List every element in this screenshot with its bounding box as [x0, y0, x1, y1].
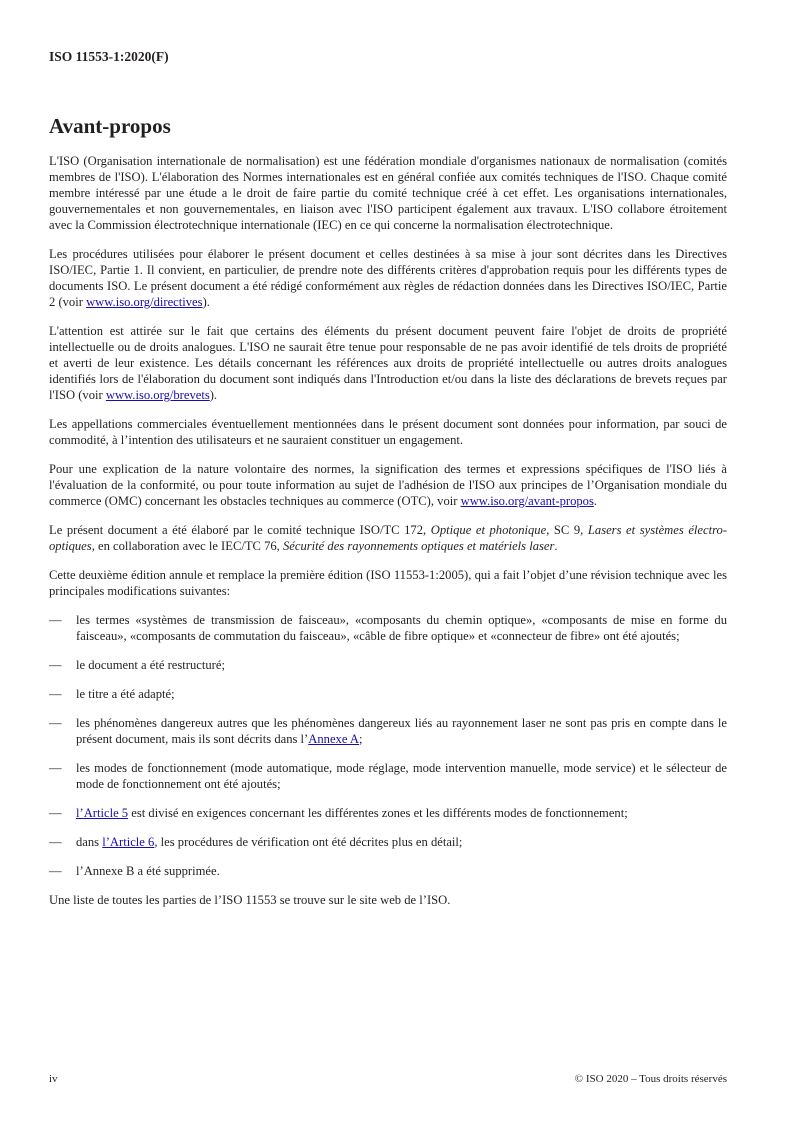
- paragraphs: [49, 153, 727, 599]
- list-item-text: [76, 760, 727, 792]
- text-segment: ).: [202, 295, 210, 309]
- dash-bullet: —: [49, 864, 62, 878]
- text-segment: les termes «systèmes de transmission de faisceau», «composants du chemin optique», «composants de mise en forme du faisceau», «composants de commutation du faisceau», «câble de fibre optique» et «connecteur de fibre» ont été ajoutés;: [76, 613, 727, 643]
- list-item: [49, 612, 727, 644]
- copyright-notice: © ISO 2020 – Tous droits réservés: [574, 1073, 727, 1085]
- document-body: [49, 153, 727, 921]
- dash-bullet: —: [49, 658, 62, 672]
- text-segment: Pour une explication de la nature volontaire des normes, la signification des termes et expressions spécifiques de l'ISO liés à l'évaluation de la conformité, ou pour toute information au sujet de l'adhésion de l'ISO aux principes de l’Organisation mondiale du commerce (OMC) concernant les obstacles techniques au commerce (OTC), voir: [49, 462, 727, 508]
- list-item: [49, 805, 727, 821]
- hyperlink[interactable]: l’Article 6: [102, 835, 155, 849]
- text-segment: L'attention est attirée sur le fait que certains des éléments du présent document peuvent faire l'objet de droits de propriété intellectuelle ou de droits analogues. L'ISO ne saurait être tenue pour responsable de ne pas avoir identifié de tels droits de propriété et averti de leur existence. Les détails concernant les références aux droits de propriété intellectuelle ou autres droits analogues identifiés lors de l'élaboration du document sont indiqués dans l'Introduction et/ou dans la liste des déclarations de brevets reçues par l'ISO (voir: [49, 324, 727, 402]
- list-item-text: [76, 657, 727, 673]
- text-segment: les phénomènes dangereux autres que les phénomènes dangereux liés au rayonnement laser ne sont pas pris en compte dans le présent document, mais ils sont décrits dans l’: [76, 716, 727, 746]
- list-item-text: [76, 863, 727, 879]
- text-segment: ;: [358, 732, 363, 746]
- text-segment: Optique et photonique: [430, 523, 547, 537]
- list-item-text: [76, 686, 727, 702]
- list-item: [49, 834, 727, 850]
- text-segment: ).: [209, 388, 218, 402]
- text-segment: , SC 9,: [546, 523, 588, 537]
- hyperlink[interactable]: Annexe A: [308, 732, 359, 746]
- text-segment: les modes de fonctionnement (mode automatique, mode réglage, mode intervention manuelle, mode service) et le sélecteur de mode de fonctionnement ont été ajoutés;: [76, 761, 727, 791]
- page-title: Avant-propos: [49, 114, 171, 138]
- hyperlink[interactable]: l’Article 5: [76, 806, 129, 820]
- text-segment: dans: [76, 835, 103, 849]
- dash-bullet: —: [49, 806, 62, 820]
- text-segment: Les procédures utilisées pour élaborer le présent document et celles destinées à sa mise à jour sont décrites dans les Directives ISO/IEC, Partie 1. Il convient, en particulier, de prendre note des différents critères d'approbation requis pour les différents types de documents ISO. Le présent document a été rédigé conformément aux règles de rédaction données dans les Directives ISO/IEC, Partie 2 (voir: [49, 247, 727, 309]
- text-segment: est divisé en exigences concernant les différentes zones et les différents modes de fonctionnement;: [128, 806, 628, 820]
- document-id-header: ISO 11553-1:2020(F): [49, 49, 169, 64]
- paragraph: [49, 153, 727, 233]
- text-segment: Les appellations commerciales éventuellement mentionnées dans le présent document sont données pour information, par souci de commodité, à l’intention des utilisateurs et ne sauraient constituer un engagement.: [49, 417, 727, 447]
- text-segment: Cette deuxième édition annule et remplace la première édition (ISO 11553-1:2005), qui a fait l’objet d’une révision technique avec les principales modifications suivantes:: [49, 568, 727, 598]
- hyperlink[interactable]: www.iso.org/directives: [86, 295, 203, 309]
- list-item-text: [76, 805, 727, 821]
- paragraph: [49, 522, 727, 554]
- paragraph: [49, 416, 727, 448]
- paragraph: [49, 461, 727, 509]
- paragraph: [49, 246, 727, 310]
- list-item-text: [76, 834, 727, 850]
- closing-paragraph: Une liste de toutes les parties de l’ISO 11553 se trouve sur le site web de l’ISO.: [49, 893, 451, 907]
- list-item: [49, 863, 727, 879]
- list-item: [49, 686, 727, 702]
- page-number: iv: [49, 1073, 58, 1085]
- text-segment: Lasers et systèmes électro-optiques: [49, 523, 728, 553]
- text-segment: .: [593, 494, 598, 508]
- dash-bullet: —: [49, 761, 62, 775]
- text-segment: l’Annexe B a été supprimée.: [76, 864, 220, 878]
- text-segment: L'ISO (Organisation internationale de normalisation) est une fédération mondiale d'organismes nationaux de normalisation (comités membres de l'ISO). L'élaboration des Normes internationales est en général confiée aux comités techniques de l'ISO. Chaque comité membre intéressé par une étude a le droit de faire partie du comité technique créé à cet effet. Les organisations internationales, gouvernementales et non gouvernementales, en liaison avec l'ISO participent également aux travaux. L'ISO collabore étroitement avec la Commission électrotechnique internationale (IEC) en ce qui concerne la normalisation électrotechnique.: [49, 154, 727, 232]
- dash-bullet: —: [49, 716, 62, 730]
- paragraph: [49, 323, 727, 403]
- text-segment: Le présent document a été élaboré par le comité technique ISO/TC 172,: [49, 523, 431, 537]
- list-item: [49, 715, 727, 747]
- text-segment: , en collaboration avec le IEC/TC 76,: [91, 539, 283, 553]
- paragraph: [49, 567, 727, 599]
- list-item-text: [76, 612, 727, 644]
- hyperlink[interactable]: www.iso.org/avant-propos: [460, 494, 594, 508]
- dash-bullet: —: [49, 613, 62, 627]
- text-segment: .: [554, 539, 558, 553]
- list-item: [49, 760, 727, 792]
- text-segment: , les procédures de vérification ont été décrites plus en détail;: [154, 835, 463, 849]
- hyperlink[interactable]: www.iso.org/brevets: [105, 388, 210, 402]
- text-segment: le document a été restructuré;: [76, 658, 225, 672]
- dash-bullet: —: [49, 835, 62, 849]
- text-segment: Sécurité des rayonnements optiques et matériels laser: [282, 539, 555, 553]
- list-item: [49, 657, 727, 673]
- modifications-list: [49, 612, 727, 879]
- text-segment: le titre a été adapté;: [76, 687, 175, 701]
- dash-bullet: —: [49, 687, 62, 701]
- list-item-text: [76, 715, 727, 747]
